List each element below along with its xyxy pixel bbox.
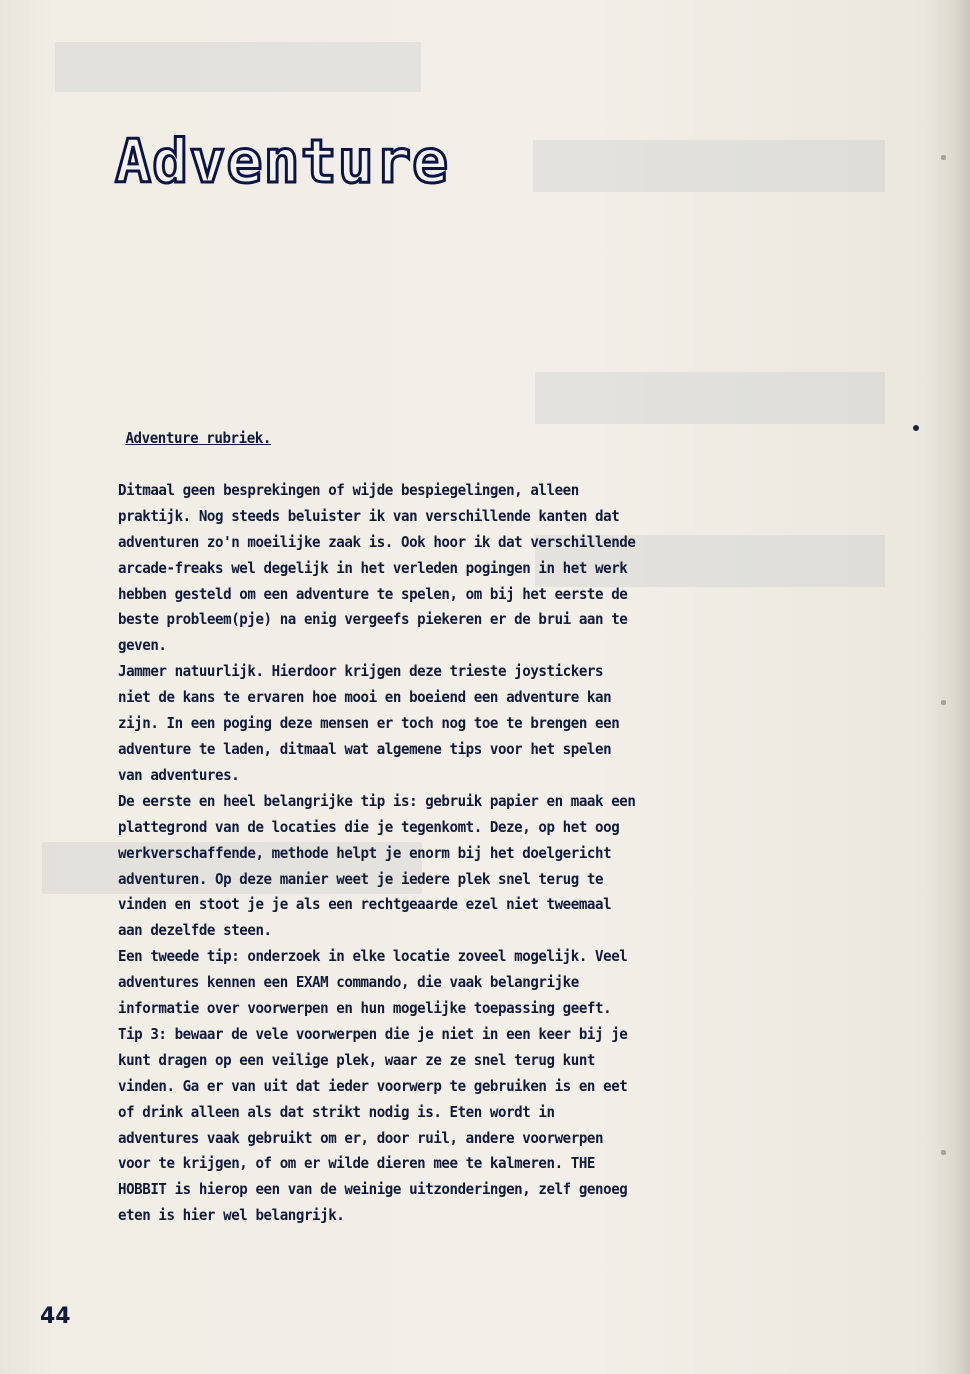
article-line: adventures kennen een EXAM commando, die vaak belangrijke — [118, 973, 579, 992]
article-body — [118, 426, 695, 1229]
article-line: plattegrond van de locaties die je tegenkomt. Deze, op het oog — [118, 817, 620, 836]
article-heading: Adventure rubriek. — [125, 429, 271, 447]
article-line: geven. — [118, 636, 167, 655]
article-line: Ditmaal geen besprekingen of wijde bespiegelingen, alleen — [118, 480, 579, 499]
article-line: of drink alleen als dat strikt nodig is. Eten wordt in — [118, 1102, 555, 1121]
article-line: vinden. Ga er van uit dat ieder voorwerp te gebruiken is en eet — [118, 1076, 628, 1095]
article-line: adventuren. Op deze manier weet je iedere plek snel terug te — [118, 869, 604, 888]
article-line: praktijk. Nog steeds beluister ik van verschillende kanten dat — [118, 506, 620, 525]
article-line: arcade-freaks wel degelijk in het verleden pogingen in het werk — [118, 558, 628, 577]
page-number: 44 — [40, 1304, 71, 1329]
article-line: niet de kans te ervaren hoe mooi en boeiend een adventure kan — [118, 688, 612, 707]
article-line: hebben gesteld om een adventure te spelen, om bij het eerste de — [118, 584, 628, 603]
article-line: zijn. In een poging deze mensen er toch nog toe te brengen een — [118, 714, 620, 733]
article-line: adventuren zo'n moeilijke zaak is. Ook hoor ik dat verschillende — [118, 532, 636, 551]
article-line: werkverschaffende, methode helpt je enorm bij het doelgericht — [118, 843, 612, 862]
article-line: Jammer natuurlijk. Hierdoor krijgen deze trieste joystickers — [118, 662, 604, 681]
article-line: kunt dragen op een veilige plek, waar ze ze snel terug kunt — [118, 1050, 596, 1069]
article-line: HOBBIT is hierop een van de weinige uitzonderingen, zelf genoeg — [118, 1180, 628, 1199]
show-through-banner-left — [55, 42, 421, 92]
page-title: Adventure — [115, 127, 450, 197]
article-line: adventure te laden, ditmaal wat algemene tips voor het spelen — [118, 739, 612, 758]
article-line: eten is hier wel belangrijk. — [118, 1206, 345, 1225]
page-edge-shadow — [930, 0, 970, 1374]
article-line: vinden en stoot je je als een rechtgeaarde ezel niet tweemaal — [118, 895, 612, 914]
edge-mark — [941, 155, 946, 160]
article-line: beste probleem(pje) na enig vergeefs piekeren er de brui aan te — [118, 610, 628, 629]
edge-mark — [941, 700, 946, 705]
title-graphic — [115, 128, 455, 196]
article-line: informatie over voorwerpen en hun mogelijke toepassing geeft. — [118, 999, 612, 1018]
article-line: van adventures. — [118, 765, 240, 784]
article-line: aan dezelfde steen. — [118, 921, 272, 940]
article-line: adventures vaak gebruikt om er, door ruil, andere voorwerpen — [118, 1128, 604, 1147]
show-through-banner-right-2 — [535, 372, 885, 424]
show-through-banner-right — [533, 140, 885, 192]
article-line: Een tweede tip: onderzoek in elke locatie zoveel mogelijk. Veel — [118, 947, 628, 966]
article-line: voor te krijgen, of om er wilde dieren mee te kalmeren. THE — [118, 1154, 596, 1173]
ink-dot — [913, 425, 919, 431]
article-line: De eerste en heel belangrijke tip is: gebruik papier en maak een — [118, 791, 636, 810]
edge-mark — [941, 1150, 946, 1155]
article-line: Tip 3: bewaar de vele voorwerpen die je niet in een keer bij je — [118, 1024, 628, 1043]
